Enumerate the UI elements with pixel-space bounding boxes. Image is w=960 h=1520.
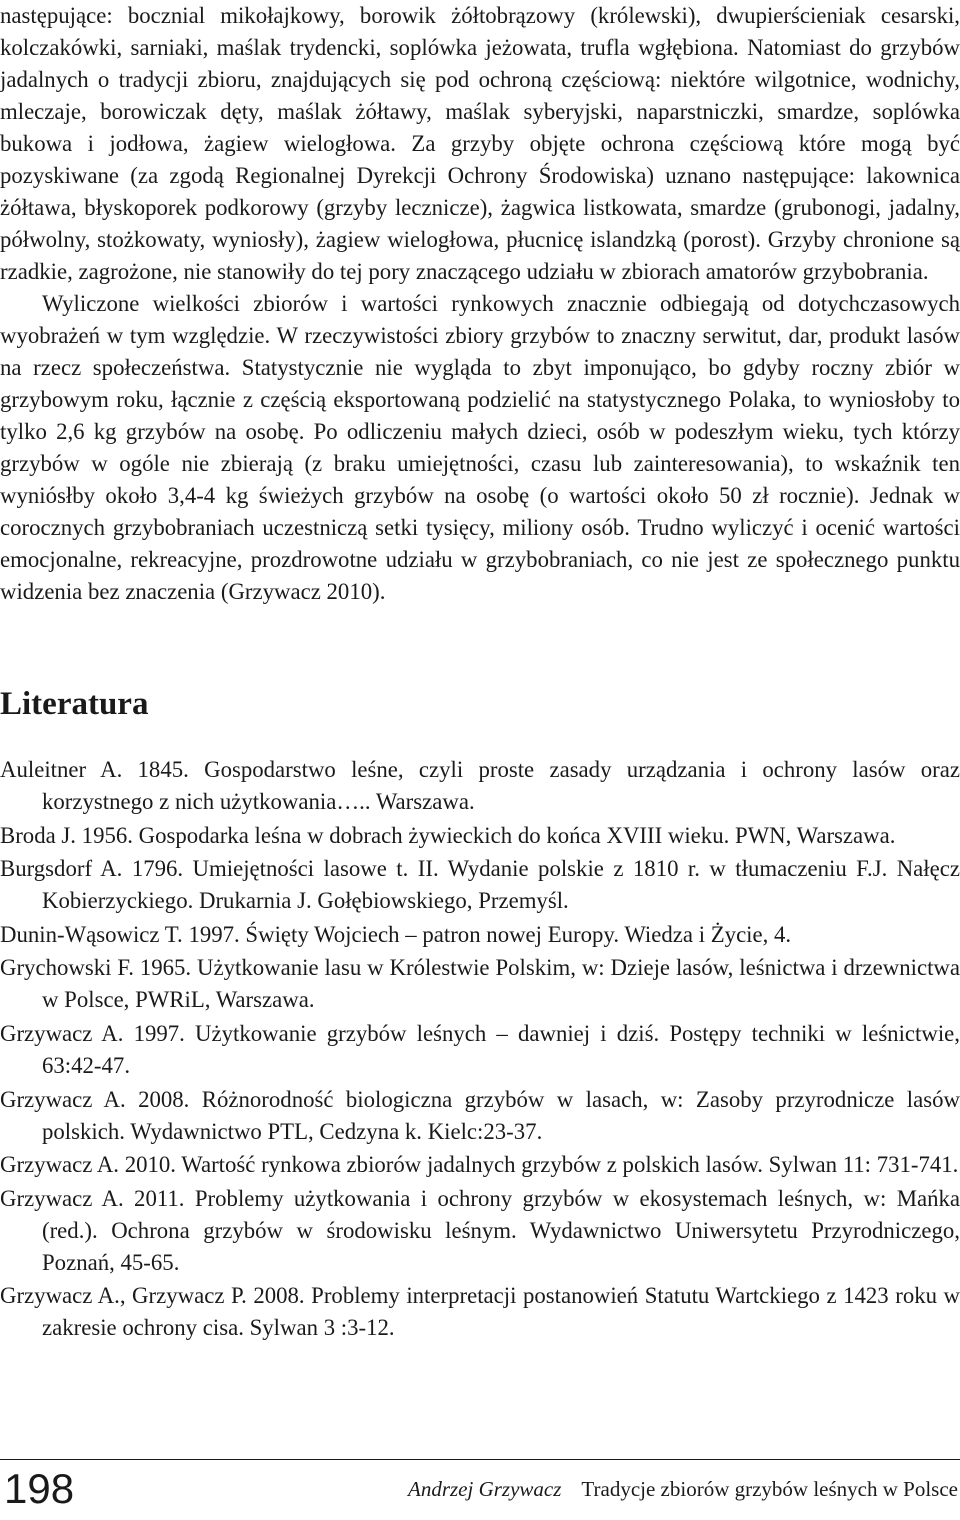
reference-item: Grzywacz A., Grzywacz P. 2008. Problemy interpretacji postanowień Statutu Wartckiego z 1423 roku w zakresie ochrony cisa. Sylwan 3 :3-12. [0, 1283, 960, 1341]
reference-item: Grzywacz A. 1997. Użytkowanie grzybów leśnych – dawniej i dziś. Postępy techniki w leśnictwie, 63:42-47. [0, 1020, 960, 1078]
reference-item: Grzywacz A. 2011. Problemy użytkowania i ochrony grzybów w ekosystemach leśnych, w: Mańka (red.). Ochrona grzybów w środowisku leśnym. Wydawnictwo Uniwersytetu Przyrodniczego, Poznań, 45-65. [0, 1185, 960, 1275]
body-text [0, 0, 960, 608]
reference-item: Dunin-Wąsowicz T. 1997. Święty Wojciech – patron nowej Europy. Wiedza i Życie, 4. [0, 921, 792, 947]
literature-heading: Literatura [0, 686, 149, 722]
footer-title: Tradycje zbiorów grzybów leśnych w Polsce [581, 1477, 958, 1501]
reference-item: Grzywacz A. 2010. Wartość rynkowa zbiorów jadalnych grzybów z polskich lasów. Sylwan 11: 731-741. [0, 1152, 959, 1178]
footer-divider [0, 1459, 960, 1460]
reference-item: Broda J. 1956. Gospodarka leśna w dobrach żywieckich do końca XVIII wieku. PWN, Warszawa. [0, 822, 896, 848]
reference-item: Burgsdorf A. 1796. Umiejętności lasowe t. II. Wydanie polskie z 1810 r. w tłumaczeniu F.J. Nałęcz Kobierzyckiego. Drukarnia J. Gołębiowskiego, Przemyśl. [0, 856, 960, 914]
reference-item: Auleitner A. 1845. Gospodarstwo leśne, czyli proste zasady urządzania i ochrony lasów oraz korzystnego z nich użytkowania….. Warszawa. [0, 757, 960, 814]
reference-item: Grychowski F. 1965. Użytkowanie lasu w Królestwie Polskim, w: Dzieje lasów, leśnictwa i drzewnictwa w Polsce, PWRiL, Warszawa. [0, 955, 960, 1013]
reference-item: Grzywacz A. 2008. Różnorodność biologiczna grzybów w lasach, w: Zasoby przyrodnicze lasów polskich. Wydawnictwo PTL, Cedzyna k. Kielc:23-37. [0, 1086, 960, 1144]
page-number: 198 [4, 1465, 75, 1512]
running-footer [408, 1474, 958, 1504]
body-paragraph-1: następujące: bocznial mikołajkowy, borowik żółtobrązowy (królewski), dwupierścieniak cesarski, kolczakówki, sarniaki, maślak trydencki, soplówka jeżowata, trufla wgłębiona. Natomiast do grzybów jadalnych o tradycji zbioru, znajdujących się pod ochroną częściową: niektóre wilgotnice, wodnichy, mleczaje, borowiczak dęty, maślak żółtawy, maślak syberyjski, naparstniczki, smardze, soplówka bukowa i jodłowa, żagiew wielogłowa. Za grzyby objęte ochrona częściową które mogą być pozyskiwane (za zgodą Regionalnej Dyrekcji Ochrony Środowiska) uznano następujące: lakownica żółtawa, błyskoporek podkorowy (grzyby lecznicze), żagwica listkowata, smardze (grubonogi, jadalny, półwolny, stożkowaty, wyniosły), żagiew wielogłowa, płucnicę islandzką (porost). Grzyby chronione są rzadkie, zagrożone, nie stanowiły do tej pory znaczącego udziału w zbiorach amatorów grzybobrania. [0, 3, 960, 284]
footer-author: Andrzej Grzywacz [408, 1477, 562, 1501]
reference-list [0, 754, 960, 1346]
body-paragraph-2: Wyliczone wielkości zbiorów i wartości rynkowych znacznie odbiegają od dotychczasowych wyobrażeń w tym względzie. W rzeczywistości zbiory grzybów to znaczny serwitut, dar, produkt lasów na rzecz społeczeństwa. Statystycznie nie wygląda to zbyt imponująco, bo gdyby roczny zbiór w grzybowym roku, łącznie z częścią eksportowaną podzielić na statystycznego Polaka, to wyniosłoby to tylko 2,6 kg grzybów na osobę. Po odliczeniu małych dzieci, osób w podeszłym wieku, tych którzy grzybów w ogóle nie zbierają (z braku umiejętności, czasu lub zainteresowania), to wskaźnik ten wyniósłby około 3,4-4 kg świeżych grzybów na osobę (o wartości około 50 zł rocznie). Jednak w corocznych grzybobraniach uczestniczą setki tysięcy, miliony osób. Trudno wyliczyć i ocenić wartości emocjonalne, rekreacyjne, prozdrowotne udziału w grzybobraniach, co nie jest ze społecznego punktu widzenia bez znaczenia (Grzywacz 2010). [0, 291, 960, 604]
